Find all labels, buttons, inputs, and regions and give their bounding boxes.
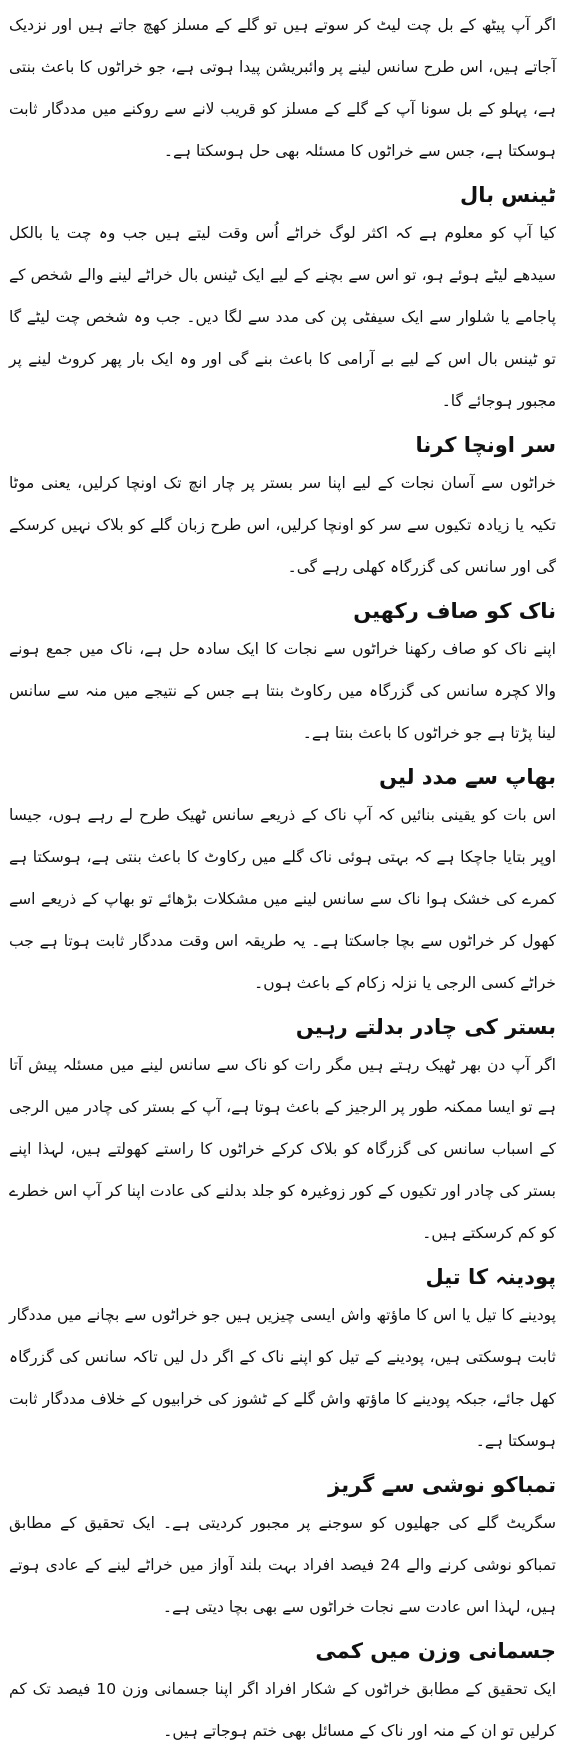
paragraph-avoid-smoking: سگریٹ گلے کی جھلیوں کو سوجنے پر مجبور کردیتی ہے۔ ایک تحقیق کے مطابق تمباکو نوشی کرنے والے 24 فیصد افراد بہت بلند آواز میں خراٹے لینے کے عادی ہوتے ہیں، لہذا اس عادت سے نجات خراٹوں سے بھی بچا دیتی ہے۔ xyxy=(9,1514,556,1616)
heading-mint-oil: پودینہ کا تیل xyxy=(425,1265,556,1289)
heading-weight-loss: جسمانی وزن میں کمی xyxy=(315,1639,556,1663)
paragraph-tennis-ball: کیا آپ کو معلوم ہے کہ اکثر لوگ خراٹے اُس وقت لیتے ہیں جب وہ چت یا بالکل سیدھے لیٹے ہوئے ہو، تو اس سے بچنے کے لیے ایک ٹینس بال خراٹے لینے والے شخص کے پاجامے یا شلوار سے ایک سیفٹی پن کی مدد سے لگا دیں۔ جب وہ شخص چت لیٹے گا تو ٹینس بال اس کے لیے بے آرامی کا باعث بنے گی اور وہ ایک بار پھر کروٹ لینے پر مجبور ہوجائے گا۔ xyxy=(9,224,556,410)
paragraph-weight-loss: ایک تحقیق کے مطابق خراٹوں کے شکار افراد اگر اپنا جسمانی وزن 10 فیصد تک کم کرلیں تو ان کے منہ اور ناک کے مسائل بھی ختم ہوجاتے ہیں۔ xyxy=(9,1680,557,1740)
heading-clean-nose: ناک کو صاف رکھیں xyxy=(353,599,556,623)
heading-avoid-smoking: تمباکو نوشی سے گریز xyxy=(328,1473,556,1497)
heading-tennis-ball: ٹینس بال xyxy=(459,183,556,207)
heading-raise-head: سر اونچا کرنا xyxy=(415,433,556,457)
paragraph-clean-nose: اپنے ناک کو صاف رکھنا خراٹوں سے نجات کا ایک سادہ حل ہے، ناک میں جمع ہونے والا کچرہ سانس کی گزرگاہ میں رکاوٹ بنتا ہے جس کے نتیجے میں منہ سے سانس لینا پڑتا ہے جو خراٹوں کا باعث بنتا ہے۔ xyxy=(9,640,556,742)
heading-bedsheet: بستر کی چادر بدلتے رہیں xyxy=(295,1015,556,1039)
intro-paragraph: اگر آپ پیٹھ کے بل چت لیٹ کر سوتے ہیں تو گلے کے مسلز کھچ جاتے ہیں اور نزدیک آجاتے ہیں، اس طرح سانس لینے پر وائبریشن پیدا ہوتی ہے، جو خراٹوں کا باعث بنتی ہے، پہلو کے بل سونا آپ کے گلے کے مسلز کو قریب لانے سے روکنے میں مددگار ثابت ہوسکتا ہے، جس سے خراٹوں کا مسئلہ بھی حل ہوسکتا ہے۔ xyxy=(9,16,556,160)
paragraph-mint-oil: پودینے کا تیل یا اس کا ماؤتھ واش ایسی چیزیں ہیں جو خراٹوں سے بچانے میں مددگار ثابت ہوسکتی ہیں، پودینے کے تیل کو اپنے ناک کے اگر دل لیں تاکہ سانس کی گزرگاہ کھل جائے، جبکہ پودینے کا ماؤتھ واش گلے کے ٹشوز کی خرابیوں کے خلاف مددگار ثابت ہوسکتا ہے۔ xyxy=(9,1306,556,1450)
paragraph-bedsheet: اگر آپ دن بھر ٹھیک رہتے ہیں مگر رات کو ناک سے سانس لینے میں مسئلہ پیش آتا ہے تو ایسا ممکنہ طور پر الرجیز کے باعث ہوتا ہے، آپ کے بستر کی چادر میں الرجی کے اسباب سانس کی گزرگاہ کو بلاک کرکے خراٹوں کا راستے کھولتے ہیں، لہذا اپنے بستر کی چادر اور تکیوں کے کور زوغیرہ کو جلد بدلنے کی عادت اپنا کر آپ اس خطرے کو کم کرسکتے ہیں۔ xyxy=(9,1056,556,1242)
paragraph-steam: اس بات کو یقینی بنائیں کہ آپ ناک کے ذریعے سانس ٹھیک طرح لے رہے ہوں، جیسا اوپر بتایا جاچکا ہے کہ بہتی ہوئی ناک گلے میں رکاوٹ کا باعث بنتی ہے، ہوسکتا ہے کمرے کی خشک ہوا ناک سے سانس لینے میں مشکلات بڑھائے تو بھاپ کے ذریعے اسے کھول کر خراٹوں سے بچا جاسکتا ہے۔ یہ طریقہ اس وقت مددگار ثابت ہوتا ہے جب خراٹے کسی الرجی یا نزلہ زکام کے باعث ہوں۔ xyxy=(9,806,556,992)
heading-steam: بھاپ سے مدد لیں xyxy=(379,765,556,789)
paragraph-raise-head: خراٹوں سے آسان نجات کے لیے اپنا سر بستر پر چار انچ تک اونچا کرلیں، یعنی موٹا تکیہ یا زیادہ تکیوں سے سر کو اونچا کرلیں، اس طرح زبان گلے کو بلاک نہیں کرسکے گی اور سانس کی گزرگاہ کھلی رہے گی۔ xyxy=(9,474,556,576)
